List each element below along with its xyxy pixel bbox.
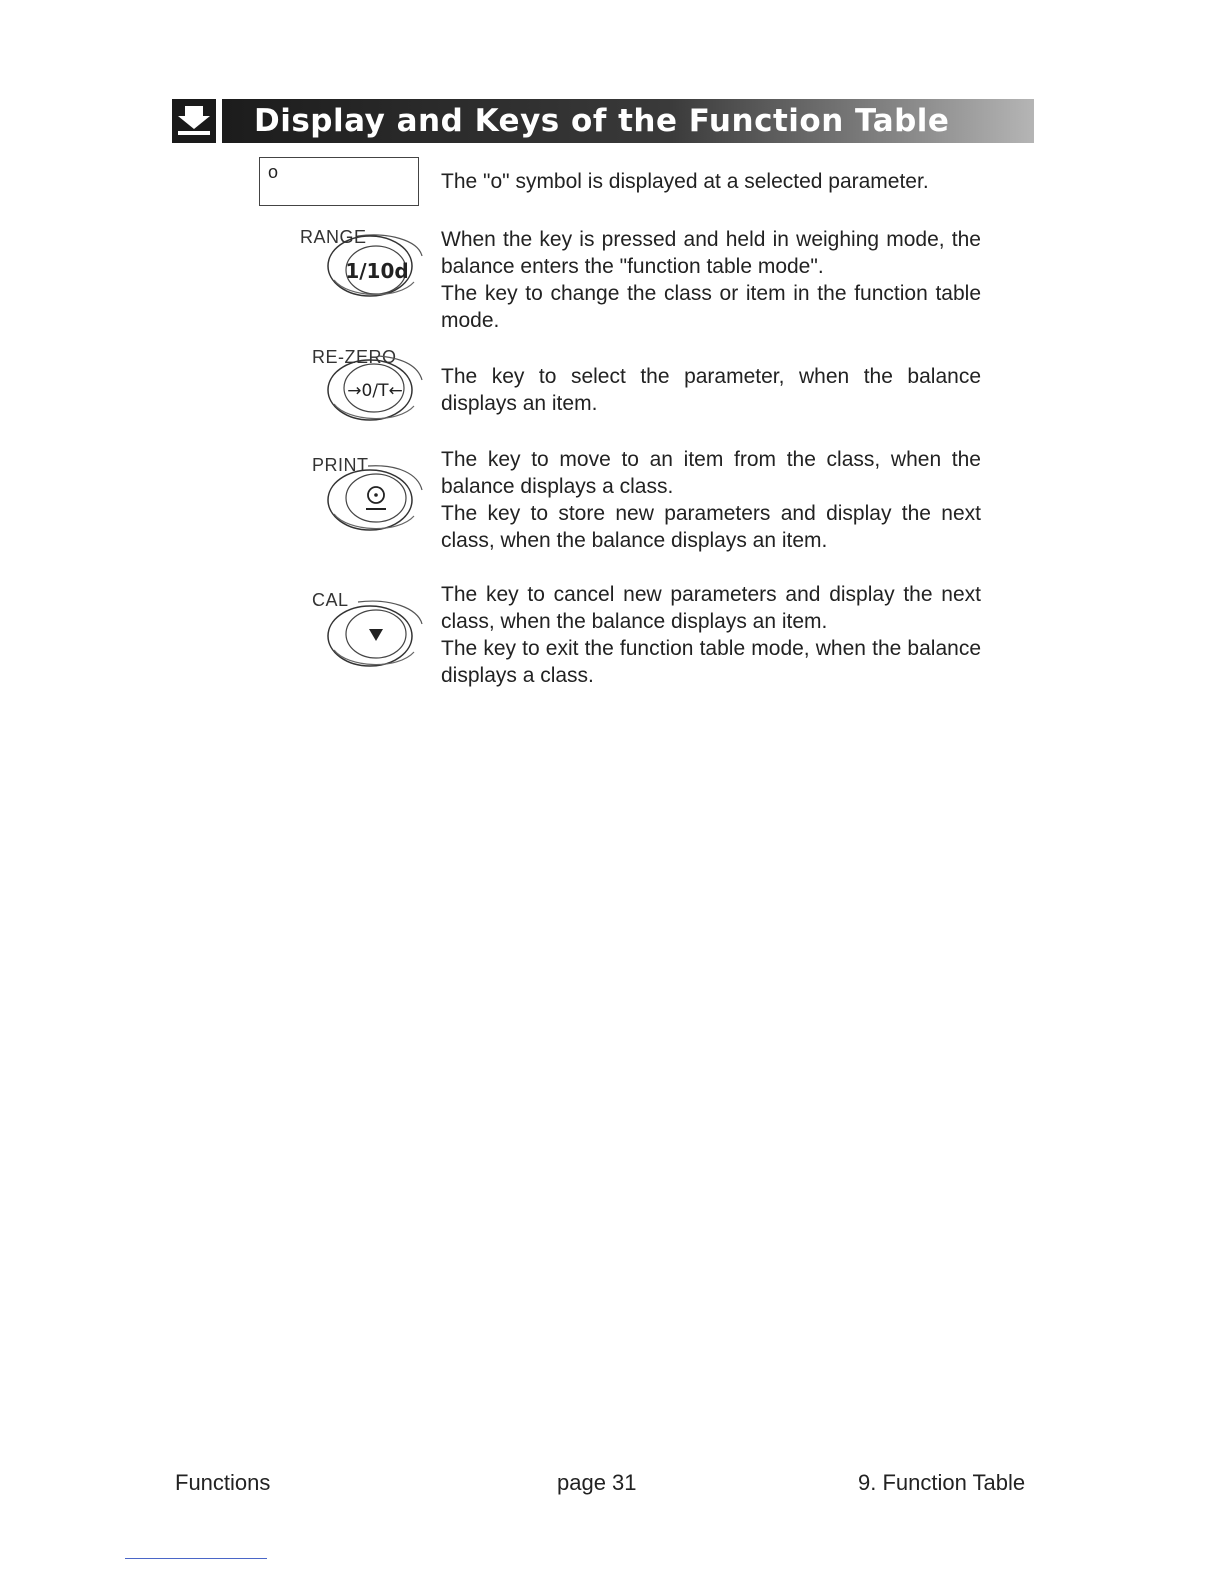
cal-key-line-1: The key to cancel new parameters and display the next class, when the balance displays an item.: [441, 583, 981, 633]
range-key-description: [441, 226, 981, 334]
print-key-icon: [318, 462, 430, 536]
range-key: [318, 232, 430, 307]
print-key-description: [441, 446, 981, 554]
range-key-line-2: The key to change the class or item in the function table mode.: [441, 282, 981, 332]
cal-key: [318, 598, 430, 677]
rezero-key-label: RE-ZERO: [312, 347, 397, 367]
down-arrow-icon: [172, 99, 216, 143]
range-key-label: RANGE: [300, 227, 367, 247]
footer-chapter-title: 9. Function Table: [858, 1470, 1026, 1495]
print-key-label: PRINT: [312, 455, 369, 475]
range-key-face: 1/10d: [345, 259, 409, 283]
rezero-key: [318, 352, 430, 431]
print-key-line-1: The key to move to an item from the class, when the balance displays a class.: [441, 448, 981, 498]
print-key-line-2: The key to store new parameters and display the next class, when the balance displays an item.: [441, 502, 981, 552]
section-header-bar: [222, 99, 1034, 143]
range-key-line-1: When the key is pressed and held in weighing mode, the balance enters the "function table mode".: [441, 228, 981, 278]
section-title: Display and Keys of the Function Table: [254, 103, 950, 139]
rezero-key-description: [441, 363, 981, 417]
rezero-key-line-1: The key to select the parameter, when the balance displays an item.: [441, 365, 981, 415]
rezero-key-face: →0/T←: [347, 381, 403, 401]
rezero-key-icon: [318, 352, 430, 426]
display-symbol: o: [268, 162, 279, 182]
cal-key-line-2: The key to exit the function table mode, when the balance displays a class.: [441, 637, 981, 687]
footer-rule: [125, 1558, 267, 1559]
footer-section-name: Functions: [175, 1470, 271, 1495]
footer-page-number: page 31: [557, 1470, 637, 1495]
display-description: [441, 168, 981, 195]
cal-key-icon: [318, 598, 430, 672]
print-key: [318, 462, 430, 541]
cal-key-description: [441, 581, 981, 689]
cal-key-label: CAL: [312, 590, 349, 610]
range-key-icon: [318, 232, 430, 302]
display-panel: [259, 157, 419, 206]
display-description-text: The "o" symbol is displayed at a selected parameter.: [441, 170, 929, 193]
